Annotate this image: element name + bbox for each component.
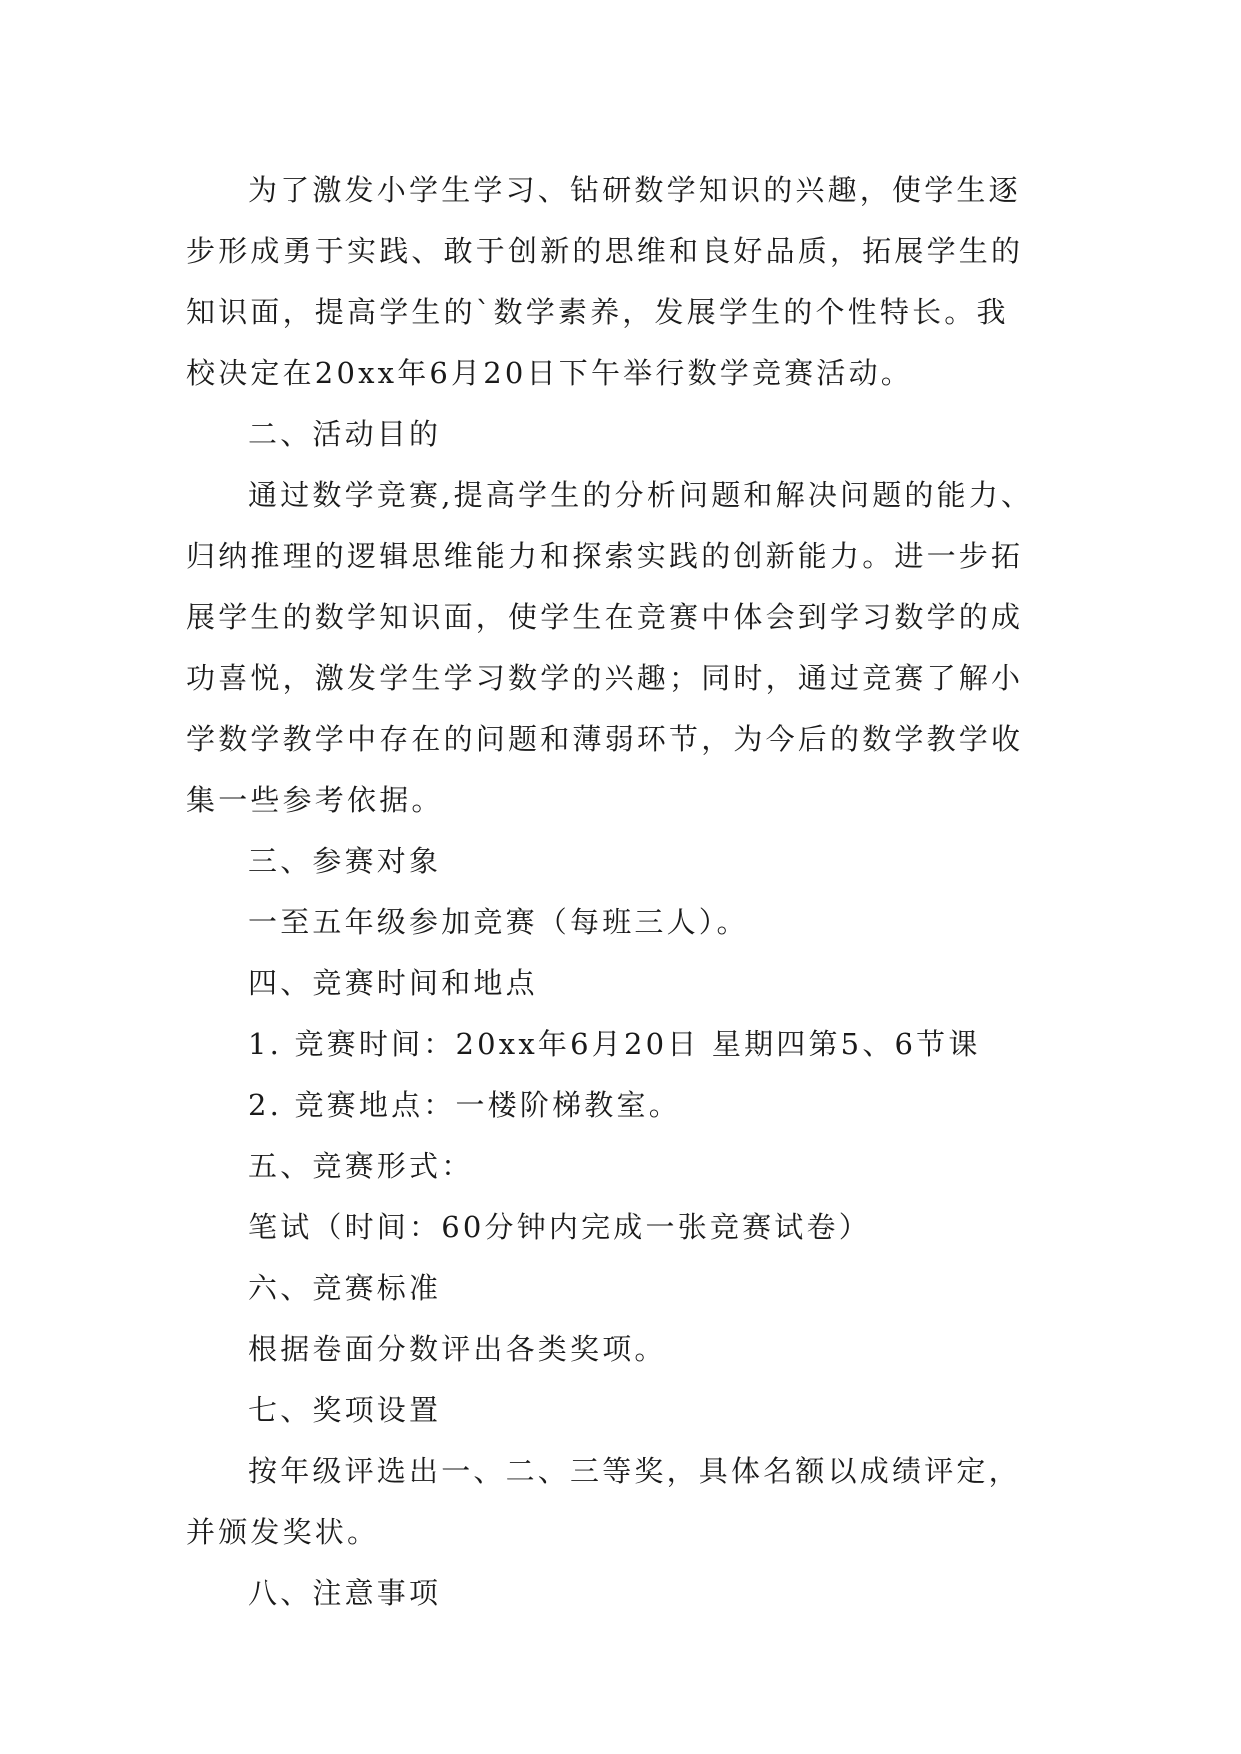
heading-time-place: 四、竞赛时间和地点 xyxy=(248,966,538,1000)
intro-line-3: 知识面，提高学生的`数学素养，发展学生的个性特长。我 xyxy=(186,295,1009,329)
purpose-line-4: 功喜悦，激发学生学习数学的兴趣；同时，通过竞赛了解小 xyxy=(186,661,1024,695)
document-body xyxy=(186,160,1042,1624)
intro-paragraph xyxy=(186,160,1042,404)
purpose-paragraph xyxy=(186,465,1042,831)
heading-format: 五、竞赛形式： xyxy=(248,1149,474,1183)
purpose-line-6: 集一些参考依据。 xyxy=(186,783,444,817)
awards-paragraph xyxy=(186,1441,1042,1563)
awards-line-1: 按年级评选出一、二、三等奖，具体名额以成绩评定， xyxy=(248,1454,1021,1488)
purpose-line-2: 归纳推理的逻辑思维能力和探索实践的创新能力。进一步拓 xyxy=(186,539,1024,573)
purpose-line-5: 学数学教学中存在的问题和薄弱环节，为今后的数学教学收 xyxy=(186,722,1024,756)
purpose-line-1: 通过数学竞赛,提高学生的分析问题和解决问题的能力、 xyxy=(248,478,1034,512)
heading-purpose: 二、活动目的 xyxy=(248,417,442,451)
heading-participants: 三、参赛对象 xyxy=(248,844,442,878)
intro-line-4: 校决定在20xx年6月20日下午举行数学竞赛活动。 xyxy=(186,356,913,390)
standard-text: 根据卷面分数评出各类奖项。 xyxy=(248,1332,667,1366)
heading-notes: 八、注意事项 xyxy=(248,1576,442,1610)
heading-standard: 六、竞赛标准 xyxy=(248,1271,442,1305)
intro-line-1: 为了激发小学生学习、钻研数学知识的兴趣，使学生逐 xyxy=(248,173,1021,207)
participants-text: 一至五年级参加竞赛（每班三人）。 xyxy=(248,905,749,939)
awards-line-2: 并颁发奖状。 xyxy=(186,1515,380,1549)
purpose-line-3: 展学生的数学知识面，使学生在竞赛中体会到学习数学的成 xyxy=(186,600,1024,634)
intro-line-2: 步形成勇于实践、敢于创新的思维和良好品质，拓展学生的 xyxy=(186,234,1024,268)
format-text: 笔试（时间：60分钟内完成一张竞赛试卷） xyxy=(248,1210,871,1244)
time-item: 1. 竞赛时间：20xx年6月20日 星期四第5、6节课 xyxy=(248,1027,981,1061)
heading-awards: 七、奖项设置 xyxy=(248,1393,442,1427)
place-item: 2. 竞赛地点：一楼阶梯教室。 xyxy=(248,1088,681,1122)
